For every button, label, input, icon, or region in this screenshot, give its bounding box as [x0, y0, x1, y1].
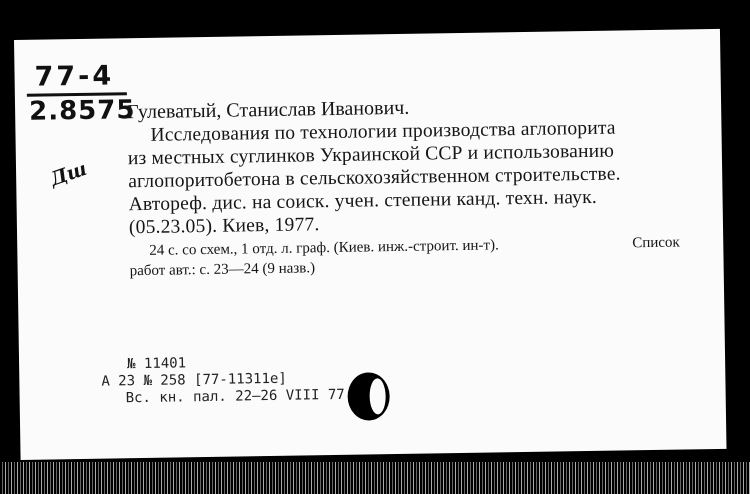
- shelf-mark-bottom: 2.8575: [28, 95, 136, 127]
- handwritten-margin-mark: Дш: [47, 157, 90, 191]
- stamp-line: № 11401: [126, 355, 187, 373]
- title-line: (05.23.05). Киев, 1977.: [128, 214, 320, 239]
- title-line: Исследования по технологии производства аглопорита: [150, 117, 616, 146]
- title-line: Автореф. дис. на соиск. учен. степени канд. техн. наук.: [128, 186, 598, 216]
- stamp-line: А 23 № 258 [77-11311е]: [101, 370, 287, 390]
- catalog-card: [14, 29, 727, 460]
- shelf-mark-top: 77-4: [34, 60, 115, 93]
- stamp-line: Вс. кн. пал. 22—26 VIII 77: [125, 386, 345, 407]
- scan-edge-strip: [0, 462, 750, 494]
- author-heading: Гулеватый, Станислав Иванович.: [126, 96, 410, 124]
- collation-line: 24 с. со схем., 1 отд. л. граф. (Киев. инж.-строит. ин-т).: [149, 237, 499, 259]
- collation-line: работ авт.: с. 23—24 (9 назв.): [129, 260, 316, 280]
- title-line: аглопоритобетона в сельскохозяйственном строительстве.: [128, 163, 621, 193]
- title-line: из местных суглинков Украинской ССР и использованию: [127, 140, 615, 170]
- collation-line-end: Список: [632, 234, 680, 252]
- punch-hole: [347, 372, 390, 421]
